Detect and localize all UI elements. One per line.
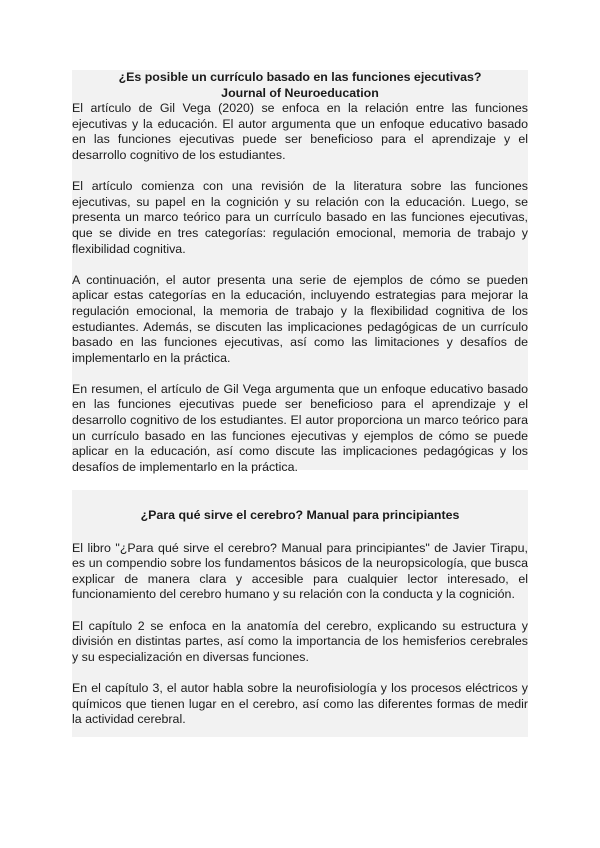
paragraph: El capítulo 2 se enfoca en la anatomía del cerebro, explicando su estructura y división en distintas partes, así como la importancia de los hemisferios cerebrales y su especialización en diversas funciones. xyxy=(72,618,528,664)
article-title: ¿Es posible un currículo basado en las funciones ejecutivas? xyxy=(118,70,482,84)
paragraph: En el capítulo 3, el autor habla sobre la neurofisiología y los procesos eléctricos y químicos que tienen lugar en el cerebro, así como las diferentes formas de medir la actividad cerebral. xyxy=(72,680,528,727)
journal-name: Journal of Neuroeducation xyxy=(221,85,379,100)
paragraph: En resumen, el artículo de Gil Vega argumenta que un enfoque educativo basado en las funciones ejecutivas puede ser beneficioso para el aprendizaje y el desarrollo cognitivo de los estudiantes. El autor proporciona un marco teórico para un currículo basado en las funciones ejecutivas y ejemplos de cómo se puede aplicar en la educación, así como discute las implicaciones pedagógicas y los desafíos de implementarlo en la práctica. xyxy=(72,381,528,474)
paragraph: A continuación, el autor presenta una serie de ejemplos de cómo se pueden aplicar estas categorías en la educación, incluyendo estrategias para mejorar la regulación emocional, la memoria de trabajo y la flexibilidad cognitiva de los estudiantes. Además, se discuten las implicaciones pedagógicas de un currículo basado en las funciones ejecutivas, así como las limitaciones y desafíos de implementarlo en la práctica. xyxy=(72,272,528,365)
paragraph: El artículo de Gil Vega (2020) se enfoca en la relación entre las funciones ejecutivas y la educación. El autor argumenta que un enfoque educativo basado en las funciones ejecutivas puede ser beneficioso para el aprendizaje y el desarrollo cognitivo de los estudiantes. xyxy=(72,101,528,162)
book-title: ¿Para qué sirve el cerebro? Manual para principiantes xyxy=(140,508,460,523)
paragraph: El libro "¿Para qué sirve el cerebro? Manual para principiantes" de Javier Tirapu, es un compendio sobre los fundamentos básicos de la neuropsicología, que busca explicar de manera clara y accesible para cualquier lector interesado, el funcionamiento del cerebro humano y su relación con la conducta y la cognición. xyxy=(72,540,528,602)
document-content xyxy=(72,70,528,743)
paragraph: El artículo comienza con una revisión de la literatura sobre las funciones ejecutivas, su papel en la cognición y su relación con la educación. Luego, se presenta un marco teórico para un currículo basado en las funciones ejecutivas, que se divide en tres categorías: regulación emocional, memoria de trabajo y flexibilidad cognitiva. xyxy=(72,179,528,256)
section-spacer xyxy=(72,491,528,508)
